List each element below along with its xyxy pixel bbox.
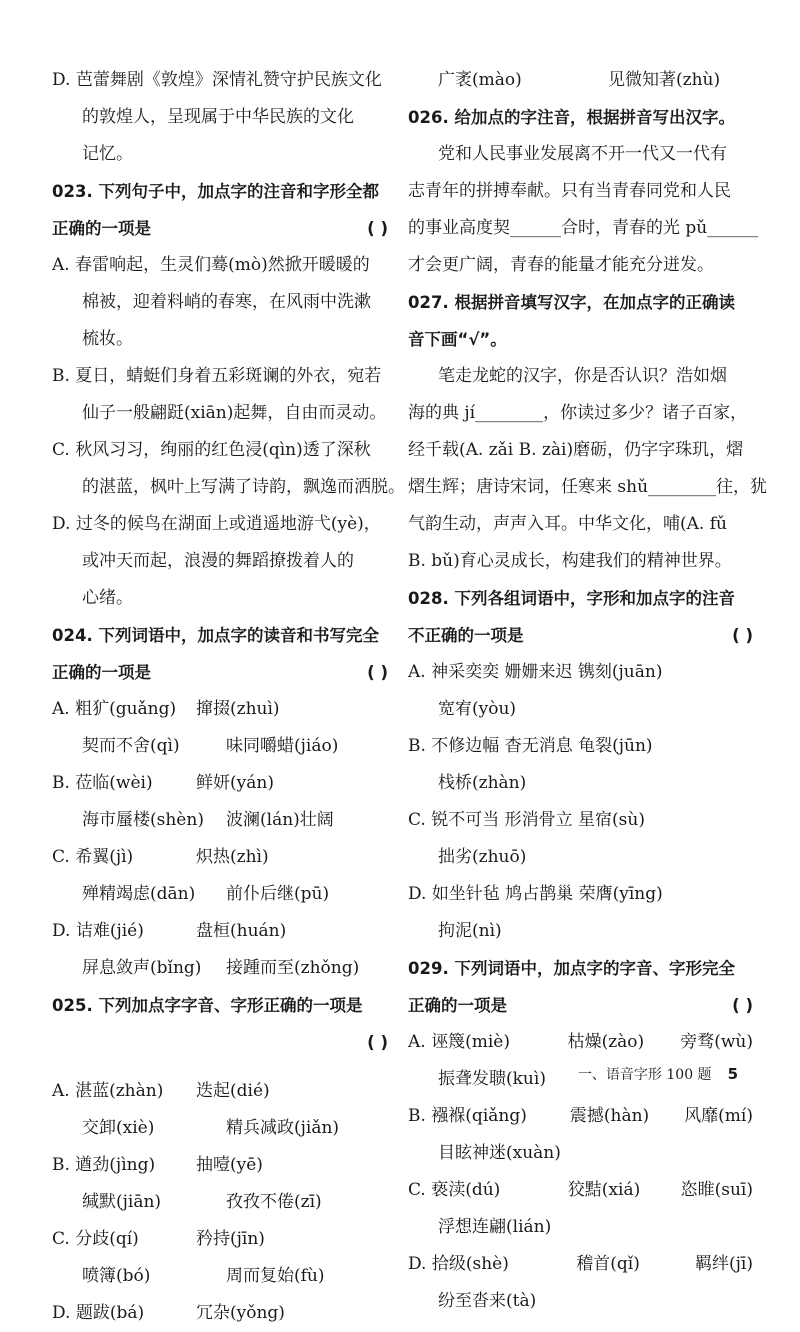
line-text: 023. 下列句子中，加点字的注音和字形全都: [52, 182, 379, 201]
text-line: [52, 691, 388, 728]
text-line: [408, 62, 753, 99]
question-heading-line: [52, 987, 388, 1024]
question-heading-line: [408, 284, 753, 321]
question-heading-line: [52, 1024, 388, 1061]
line-text: 笔走龙蛇的汉字，你是否认识？浩如烟: [438, 366, 727, 386]
text-line: [52, 247, 388, 284]
text-line: [408, 654, 753, 691]
line-text: 浮想连翩(lián): [438, 1217, 552, 1237]
text-line: [408, 1172, 753, 1209]
answer-bracket: ( ): [367, 1033, 388, 1052]
line-text: 028. 下列各组词语中，字形和加点字的注音: [408, 589, 735, 608]
line-text: 记忆。: [82, 144, 133, 164]
page-footer: [578, 1064, 738, 1084]
line-text: 正确的一项是: [52, 663, 151, 682]
option-item: A. 粗犷(guǎng): [52, 699, 177, 719]
text-line: [408, 1135, 753, 1172]
line-text: 纷至沓来(tà): [438, 1291, 537, 1311]
question-heading-line: [408, 580, 753, 617]
line-text: 027. 根据拼音填写汉字，在加点字的正确读: [408, 293, 735, 312]
right-column: [408, 62, 768, 1320]
line-text: A. 神采奕奕 姗姗来迟 镌刻(juān): [408, 662, 663, 682]
answer-bracket: ( ): [367, 663, 388, 682]
text-line: [52, 876, 388, 913]
text-line: [408, 728, 753, 765]
option-item: 炽热(zhì): [196, 847, 269, 867]
text-line: [408, 913, 753, 950]
option-item: 接踵而至(zhǒng): [226, 958, 360, 978]
line-text: 的敦煌人，呈现属于中华民族的文化: [82, 107, 354, 127]
text-line: [408, 1209, 753, 1246]
option-row: [52, 691, 388, 728]
option-row: [52, 1221, 388, 1258]
answer-bracket: ( ): [732, 996, 753, 1015]
option-row: [408, 1098, 753, 1135]
text-line: [408, 876, 753, 913]
line-text: B. 不修边幅 杳无消息 龟裂(jūn): [408, 736, 653, 756]
text-line: [52, 506, 388, 543]
option-item: 广袤(mào): [438, 70, 522, 90]
line-text: D. 如坐针毡 鸠占鹊巢 荣膺(yīng): [408, 884, 663, 904]
text-line: [52, 543, 388, 580]
text-line: [52, 728, 388, 765]
option-item: 味同嚼蜡(jiáo): [226, 736, 339, 756]
text-line: [408, 765, 753, 802]
option-item: 矜持(jīn): [196, 1229, 265, 1249]
option-row: [408, 1172, 753, 1209]
question-heading-line: [408, 321, 753, 358]
text-line: [52, 1221, 388, 1258]
text-line: [408, 1024, 753, 1061]
question-heading-line: [52, 173, 388, 210]
line-text: A. 春雷响起，生灵们蓦(mò)然掀开暖暖的: [52, 255, 370, 275]
line-text: 才会更广阔，青春的能量才能充分迸发。: [408, 255, 714, 275]
option-item: 盘桓(huán): [196, 921, 287, 941]
text-line: [408, 358, 753, 395]
answer-bracket: ( ): [732, 626, 753, 645]
option-item: C. 希翼(jì): [52, 847, 134, 867]
option-item: 精兵减政(jiǎn): [226, 1118, 340, 1138]
option-item: 旁骛(wù): [680, 1032, 753, 1052]
line-text: 026. 给加点的字注音，根据拼音写出汉字。: [408, 108, 735, 127]
option-item: 契而不舍(qì): [82, 736, 180, 756]
line-text: 025. 下列加点字字音、字形正确的一项是: [52, 996, 363, 1015]
line-text: C. 锐不可当 形消骨立 星宿(sù): [408, 810, 645, 830]
text-line: [52, 432, 388, 469]
text-line: [52, 358, 388, 395]
option-row: [408, 1024, 753, 1061]
option-item: 冗杂(yǒng): [196, 1303, 285, 1323]
option-row: [82, 1258, 388, 1295]
text-line: [408, 136, 753, 173]
option-row: [52, 913, 388, 950]
option-row: [82, 950, 388, 987]
line-text: 不正确的一项是: [408, 626, 524, 645]
line-text: 经千载(A. zǎi B. zài)磨砺，仍字字珠玑，熠: [408, 440, 744, 460]
option-item: 孜孜不倦(zī): [226, 1192, 322, 1212]
line-text: 目眩神迷(xuàn): [438, 1143, 561, 1163]
option-item: 羁绊(jī): [695, 1254, 753, 1274]
option-row: [82, 802, 388, 839]
line-text: 仙子一般翩跹(xiān)起舞，自由而灵动。: [82, 403, 387, 423]
question-heading-line: [408, 99, 753, 136]
option-item: D. 诘难(jié): [52, 921, 144, 941]
footer-section-title: 一、语音字形 100 题: [577, 1067, 712, 1083]
answer-bracket: ( ): [367, 219, 388, 238]
line-text: 棉被，迎着料峭的春寒，在风雨中洗漱: [82, 292, 371, 312]
option-item: B. 莅临(wèi): [52, 773, 153, 793]
option-row: [408, 1246, 753, 1283]
option-item: 海市蜃楼(shèn): [82, 810, 204, 830]
line-text: B. bǔ)育心灵成长，构建我们的精神世界。: [408, 551, 732, 571]
question-heading-line: [408, 950, 753, 987]
line-text: 的湛蓝，枫叶上写满了诗韵，飘逸而洒脱。: [82, 477, 405, 497]
option-item: D. 题跋(bá): [52, 1303, 145, 1323]
text-line: [408, 1246, 753, 1283]
option-item: C. 分歧(qí): [52, 1229, 139, 1249]
text-line: [52, 950, 388, 987]
option-item: B. 遒劲(jìng): [52, 1155, 156, 1175]
text-line: [52, 321, 388, 358]
text-line: [52, 580, 388, 617]
question-heading-line: [52, 654, 388, 691]
question-heading-line: [52, 617, 388, 654]
line-text: 024. 下列词语中，加点字的读音和书写完全: [52, 626, 379, 645]
option-item: 殚精竭虑(dān): [82, 884, 196, 904]
option-item: 前仆后继(pū): [226, 884, 330, 904]
option-item: 风靡(mí): [684, 1106, 753, 1126]
option-row: [438, 62, 753, 99]
text-line: [408, 469, 768, 506]
option-item: 震撼(hàn): [569, 1106, 650, 1126]
question-heading-line: [408, 987, 753, 1024]
option-item: 恣睢(suī): [680, 1180, 753, 1200]
option-item: 交卸(xiè): [82, 1118, 155, 1138]
text-line: [52, 913, 388, 950]
text-line: [408, 691, 753, 728]
option-row: [82, 1184, 388, 1221]
option-item: 稽首(qǐ): [576, 1254, 640, 1274]
line-text: 梳妆。: [82, 329, 133, 349]
option-item: 枯燥(zào): [567, 1032, 645, 1052]
line-text: D. 过冬的候鸟在湖面上或逍遥地游弋(yè)，: [52, 514, 381, 534]
option-item: B. 襁褓(qiǎng): [408, 1106, 527, 1126]
option-item: D. 拾级(shè): [408, 1254, 509, 1274]
option-item: 迭起(dié): [196, 1081, 270, 1101]
option-row: [52, 1147, 388, 1184]
line-text: B. 夏日，蜻蜓们身着五彩斑谰的外衣，宛若: [52, 366, 382, 386]
text-line: [408, 506, 753, 543]
text-line: [52, 395, 388, 432]
option-item: 喷簿(bó): [82, 1266, 151, 1286]
text-line: [52, 136, 388, 173]
line-text: 气韵生动，声声入耳。中华文化，哺(A. fǔ: [408, 514, 727, 534]
text-line: [52, 1110, 388, 1147]
option-item: A. 湛蓝(zhàn): [52, 1081, 164, 1101]
spacer: [52, 1061, 388, 1073]
option-row: [52, 839, 388, 876]
line-text: D. 芭蕾舞剧《敦煌》深情礼赞守护民族文化: [52, 70, 382, 90]
text-line: [408, 839, 753, 876]
line-text: 党和人民事业发展离不开一代又一代有: [438, 144, 727, 164]
text-line: [52, 284, 388, 321]
line-text: 正确的一项是: [52, 219, 151, 238]
question-heading-line: [52, 210, 388, 247]
text-line: [52, 765, 388, 802]
text-line: [52, 802, 388, 839]
option-item: 缄默(jiān): [82, 1192, 162, 1212]
text-line: [52, 62, 388, 99]
text-line: [408, 1283, 753, 1320]
option-row: [52, 765, 388, 802]
line-text: 正确的一项是: [408, 996, 507, 1015]
option-row: [52, 1073, 388, 1110]
line-text: 宽宥(yòu): [438, 699, 517, 719]
option-item: 见微知著(zhù): [608, 70, 721, 90]
text-line: [52, 1184, 388, 1221]
line-text: 或冲天而起，浪漫的舞蹈撩拨着人的: [82, 551, 354, 571]
line-text: 海的典 jí________，你读过多少？诸子百家，: [408, 403, 748, 423]
page-number: 5: [727, 1065, 738, 1083]
line-text: 熠生辉；唐诗宋词，任寒来 shǔ________往，犹: [408, 477, 768, 497]
option-item: 屏息敛声(bǐng): [82, 958, 202, 978]
text-line: [52, 1258, 388, 1295]
option-item: 狡黠(xiá): [567, 1180, 641, 1200]
text-line: [52, 99, 388, 136]
option-item: C. 亵渎(dú): [408, 1180, 501, 1200]
question-heading-line: [408, 617, 753, 654]
option-row: [82, 876, 388, 913]
line-text: 音下画“√”。: [408, 330, 507, 349]
text-line: [408, 543, 753, 580]
option-row: [82, 728, 388, 765]
option-item: A. 诬篾(miè): [408, 1032, 510, 1052]
text-line: [408, 1098, 753, 1135]
option-item: 抽噎(yē): [196, 1155, 263, 1175]
line-text: 029. 下列词语中，加点字的字音、字形完全: [408, 959, 735, 978]
left-column: [52, 62, 405, 1332]
option-row: [52, 1295, 388, 1332]
option-item: 周而复始(fù): [226, 1266, 325, 1286]
option-item: 波澜(lán)壮阔: [226, 810, 334, 830]
text-line: [52, 1147, 388, 1184]
text-line: [408, 247, 753, 284]
line-text: 拘泥(nì): [438, 921, 502, 941]
text-line: [408, 802, 753, 839]
line-text: 志青年的拼搏奉献。只有当青春同党和人民: [408, 181, 731, 201]
text-line: [408, 210, 759, 247]
text-line: [52, 839, 388, 876]
text-line: [408, 173, 753, 210]
line-text: 心绪。: [82, 588, 133, 608]
line-text: 拙劣(zhuō): [438, 847, 527, 867]
text-line: [52, 1073, 388, 1110]
line-text: 振聋发聩(kuì): [438, 1069, 546, 1089]
option-row: [82, 1110, 388, 1147]
option-item: 撺掇(zhuì): [196, 699, 280, 719]
text-line: [52, 469, 405, 506]
line-text: C. 秋风习习，绚丽的红色浸(qìn)透了深秋: [52, 440, 371, 460]
line-text: 栈桥(zhàn): [438, 773, 527, 793]
text-line: [408, 395, 753, 432]
line-text: 的事业高度契______合时，青春的光 pǔ______: [408, 218, 759, 238]
text-line: [52, 1295, 388, 1332]
option-item: 鲜妍(yán): [196, 773, 274, 793]
text-line: [408, 432, 753, 469]
